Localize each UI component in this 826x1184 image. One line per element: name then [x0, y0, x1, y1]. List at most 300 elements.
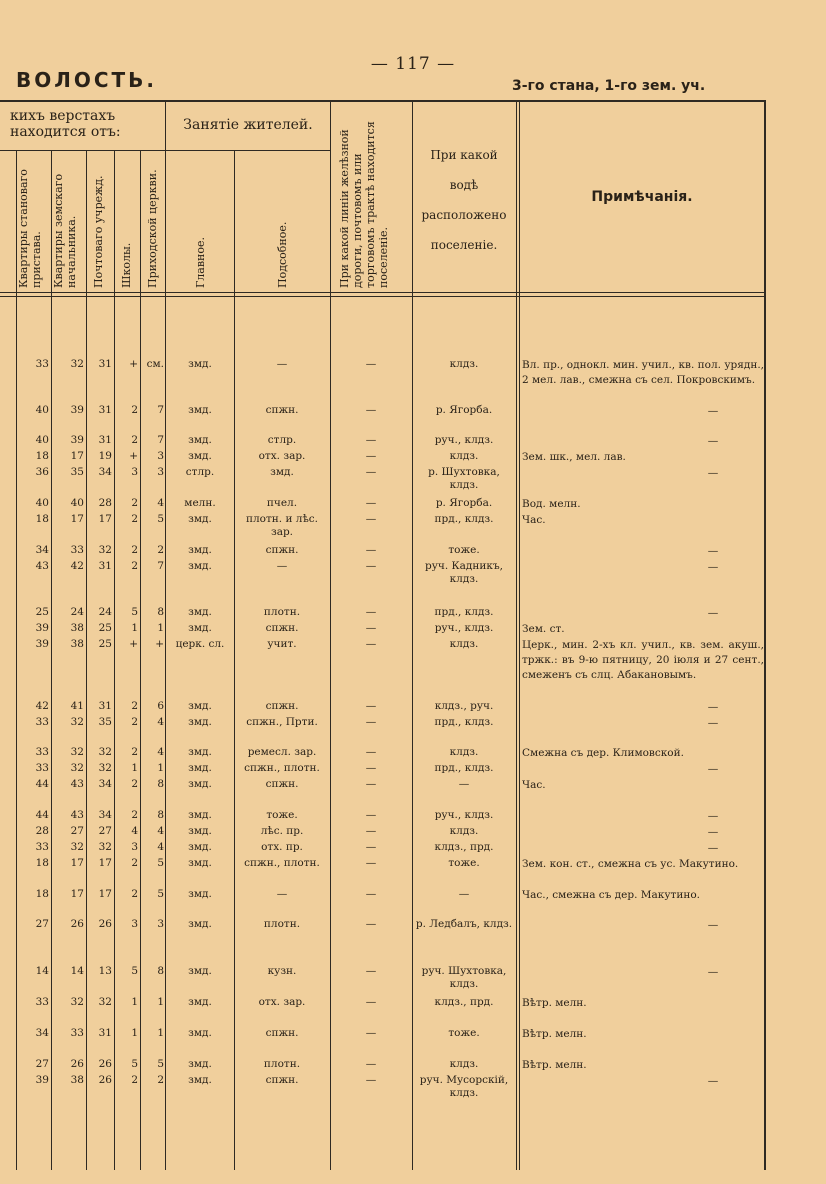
cell-main: змд.	[188, 513, 212, 525]
cell-c2: 32	[70, 996, 84, 1008]
cell-c1: 27	[35, 918, 49, 930]
cell-rail: —	[365, 622, 377, 634]
cell-main: змд.	[188, 358, 212, 370]
cell-c2: 33	[70, 1027, 84, 1039]
cell-note: Час.	[522, 779, 546, 791]
cell-c2: 24	[70, 606, 84, 618]
col-divider	[86, 150, 87, 1170]
cell-c5: 1	[157, 996, 164, 1008]
cell-aux: спжн., Прти.	[246, 716, 318, 728]
cell-c1: 39	[35, 1074, 49, 1086]
col-divider	[114, 150, 115, 1170]
cell-note: Зем. ст.	[522, 623, 565, 635]
cell-note: —	[707, 467, 719, 479]
cell-c5: 8	[157, 965, 164, 977]
cell-rail: —	[365, 497, 377, 509]
cell-rail: —	[365, 1058, 377, 1070]
cell-water: клдз.	[449, 825, 479, 837]
cell-aux: спжн., плотн.	[244, 762, 320, 774]
cell-c5: 5	[157, 857, 164, 869]
cell-main: змд.	[188, 778, 212, 790]
cell-rail: —	[365, 450, 377, 462]
cell-note: Зем. кон. ст., смежна съ ус. Макутино.	[522, 858, 739, 870]
cell-c1: 39	[35, 622, 49, 634]
notes-header: Примѣчанія.	[591, 189, 693, 205]
cell-c3: 32	[98, 841, 112, 853]
cell-rail: —	[365, 809, 377, 821]
cell-water: руч., клдз.	[434, 622, 494, 634]
cell-c2: 43	[70, 778, 84, 790]
right-border	[764, 100, 766, 1170]
cell-c2: 35	[70, 466, 84, 478]
cell-c2: 32	[70, 762, 84, 774]
cell-c4: 1	[131, 996, 138, 1008]
occupation-subheader-rule	[165, 150, 330, 151]
cell-aux: спжн.	[265, 544, 299, 556]
cell-c5: 3	[157, 918, 164, 930]
col-divider	[519, 100, 520, 1170]
cell-c4: 3	[131, 466, 138, 478]
cell-note: —	[707, 826, 719, 838]
cell-c3: 32	[98, 762, 112, 774]
cell-c3: 31	[98, 434, 112, 446]
cell-c2: 26	[70, 918, 84, 930]
cell-water: тоже.	[448, 544, 480, 556]
cell-aux: спжн.	[265, 778, 299, 790]
cell-main: змд.	[188, 965, 212, 977]
cell-water: тоже.	[448, 1027, 480, 1039]
cell-c3: 31	[98, 560, 112, 572]
cell-c2: 43	[70, 809, 84, 821]
cell-rail: —	[365, 888, 377, 900]
cell-c5: 5	[157, 888, 164, 900]
cell-note: —	[707, 763, 719, 775]
cell-c2: 14	[70, 965, 84, 977]
cell-c2: 39	[70, 434, 84, 446]
cell-aux: змд.	[270, 466, 294, 478]
cell-c3: 26	[98, 918, 112, 930]
cell-main: мелн.	[184, 497, 216, 509]
cell-rail: —	[365, 762, 377, 774]
cell-note: Смежна съ дер. Климовской.	[522, 747, 684, 759]
cell-aux: пчел.	[266, 497, 298, 509]
cell-c4: 2	[131, 746, 138, 758]
cell-c1: 39	[35, 638, 49, 650]
cell-c1: 33	[35, 716, 49, 728]
cell-aux: ремесл. зар.	[247, 746, 317, 758]
cell-c3: 13	[98, 965, 112, 977]
cell-rail: —	[365, 825, 377, 837]
cell-c1: 33	[35, 358, 49, 370]
cell-note: Вл. пр., однокл. мин. учил., кв. пол. урядн., 2 мел. лав., смежна съ сел. Покровскимъ.	[522, 359, 764, 386]
cell-c4: +	[129, 358, 138, 370]
cell-c4: 2	[131, 778, 138, 790]
cell-rail: —	[365, 965, 377, 977]
main-occupation-header: Главное.	[194, 237, 207, 288]
cell-note: Вод. мелн.	[522, 498, 581, 510]
cell-c4: +	[129, 638, 138, 650]
cell-c2: 38	[70, 638, 84, 650]
cell-rail: —	[365, 841, 377, 853]
cell-aux: плотн.	[263, 918, 301, 930]
cell-water: тоже.	[448, 857, 480, 869]
cell-rail: —	[365, 1074, 377, 1086]
cell-c4: 2	[131, 513, 138, 525]
cell-c1: 18	[35, 888, 49, 900]
cell-main: змд.	[188, 700, 212, 712]
cell-main: змд.	[188, 762, 212, 774]
cell-c5: 4	[157, 825, 164, 837]
cell-c5: 8	[157, 778, 164, 790]
cell-note: —	[707, 545, 719, 557]
cell-c2: 32	[70, 358, 84, 370]
cell-c3: 17	[98, 513, 112, 525]
cell-water: р. Шухтовка, клдз.	[428, 466, 500, 491]
cell-c2: 41	[70, 700, 84, 712]
col-divider	[234, 150, 235, 1170]
cell-water: прд., клдз.	[434, 762, 494, 774]
cell-c3: 28	[98, 497, 112, 509]
cell-note: —	[707, 842, 719, 854]
cell-c2: 17	[70, 857, 84, 869]
cell-c4: 2	[131, 888, 138, 900]
cell-note: Вѣтр. мелн.	[522, 1028, 587, 1040]
cell-c1: 44	[35, 778, 49, 790]
cell-c4: 2	[131, 404, 138, 416]
cell-note: Церк., мин. 2-хъ кл. учил., кв. зем. акуш., тржк.: въ 9-ю пятницу, 20 іюля и 27 сент., смеженъ съ слц. Абакановымъ.	[522, 639, 764, 681]
cell-water: руч. Кадникъ, клдз.	[425, 560, 503, 585]
cell-main: змд.	[188, 544, 212, 556]
cell-c4: 2	[131, 434, 138, 446]
cell-c5: 4	[157, 716, 164, 728]
cell-c1: 34	[35, 544, 49, 556]
cell-aux: отх. пр.	[261, 841, 303, 853]
cell-c3: 17	[98, 888, 112, 900]
cell-aux: спжн.	[265, 1074, 299, 1086]
cell-main: стлр.	[185, 466, 215, 478]
cell-aux: спжн.	[265, 404, 299, 416]
cell-aux: —	[276, 560, 288, 572]
cell-rail: —	[365, 700, 377, 712]
cell-note: —	[707, 919, 719, 931]
cell-note: —	[707, 405, 719, 417]
cell-main: змд.	[188, 622, 212, 634]
cell-c1: 33	[35, 746, 49, 758]
cell-c5: 2	[157, 1074, 164, 1086]
cell-rail: —	[365, 996, 377, 1008]
cell-c3: 26	[98, 1058, 112, 1070]
page-number: — 117 —	[370, 54, 456, 74]
cell-c5: 8	[157, 809, 164, 821]
cell-c5: 7	[157, 434, 164, 446]
cell-rail: —	[365, 404, 377, 416]
cell-c2: 17	[70, 888, 84, 900]
cell-c3: 31	[98, 358, 112, 370]
cell-c3: 34	[98, 778, 112, 790]
cell-aux: спжн.	[265, 622, 299, 634]
cell-aux: —	[276, 358, 288, 370]
cell-c3: 24	[98, 606, 112, 618]
cell-water: —	[458, 888, 470, 900]
cell-water: клдз.	[449, 1058, 479, 1070]
cell-rail: —	[365, 1027, 377, 1039]
cell-aux: спжн., плотн.	[244, 857, 320, 869]
cell-main: змд.	[188, 918, 212, 930]
col-divider	[412, 100, 413, 1170]
cell-c2: 38	[70, 622, 84, 634]
cell-c5: 4	[157, 841, 164, 853]
cell-aux: отх. зар.	[258, 996, 306, 1008]
cell-c2: 27	[70, 825, 84, 837]
cell-water: клдз., прд.	[434, 841, 494, 853]
cell-c5: +	[155, 638, 164, 650]
cell-rail: —	[365, 606, 377, 618]
cell-c2: 17	[70, 450, 84, 462]
cell-c4: 2	[131, 716, 138, 728]
cell-c3: 25	[98, 622, 112, 634]
cell-c5: 6	[157, 700, 164, 712]
cell-water: прд., клдз.	[434, 716, 494, 728]
cell-c3: 32	[98, 544, 112, 556]
cell-c1: 18	[35, 857, 49, 869]
cell-c3: 34	[98, 809, 112, 821]
cell-aux: отх. зар.	[258, 450, 306, 462]
cell-c4: 1	[131, 622, 138, 634]
cell-rail: —	[365, 544, 377, 556]
water-header: При какой водѣ расположено поселеніе.	[421, 148, 507, 252]
cell-note: —	[707, 810, 719, 822]
cell-c1: 18	[35, 450, 49, 462]
occupation-group-header: Занятіе жителей.	[183, 117, 313, 133]
cell-c5: 4	[157, 497, 164, 509]
cell-c2: 32	[70, 746, 84, 758]
cell-rail: —	[365, 358, 377, 370]
cell-c3: 25	[98, 638, 112, 650]
cell-c4: 2	[131, 857, 138, 869]
church-header: Приходской церкви.	[146, 169, 159, 288]
cell-c5: 3	[157, 450, 164, 462]
cell-water: руч., клдз.	[434, 809, 494, 821]
cell-c1: 25	[35, 606, 49, 618]
railway-header: При какой линіи желѣзной дороги, почтовомъ или торговомъ трактѣ находится поселеніе.	[338, 121, 390, 288]
cell-water: клдз.	[449, 450, 479, 462]
cell-c2: 17	[70, 513, 84, 525]
cell-c5: 5	[157, 513, 164, 525]
zemsky-header: Квартиры земскаго начальника.	[52, 173, 78, 288]
cell-note: Час., смежна съ дер. Макутино.	[522, 889, 700, 901]
section-title: ВОЛОСТЬ.	[16, 68, 158, 92]
cell-c4: 5	[131, 1058, 138, 1070]
cell-main: змд.	[188, 857, 212, 869]
cell-water: клдз.	[449, 638, 479, 650]
cell-c3: 32	[98, 996, 112, 1008]
cell-c4: 2	[131, 809, 138, 821]
cell-note: Час.	[522, 514, 546, 526]
cell-rail: —	[365, 560, 377, 572]
cell-c3: 17	[98, 857, 112, 869]
cell-c1: 40	[35, 434, 49, 446]
cell-water: —	[458, 778, 470, 790]
cell-c4: 1	[131, 762, 138, 774]
cell-water: р. Ягорба.	[435, 404, 493, 416]
cell-c1: 43	[35, 560, 49, 572]
cell-note: —	[707, 435, 719, 447]
col-divider	[165, 100, 166, 1170]
cell-c2: 26	[70, 1058, 84, 1070]
cell-rail: —	[365, 638, 377, 650]
cell-aux: кузн.	[267, 965, 297, 977]
cell-c3: 31	[98, 700, 112, 712]
cell-c3: 34	[98, 466, 112, 478]
cell-water: руч. Мусорскій, клдз.	[419, 1074, 509, 1099]
cell-c5: 8	[157, 606, 164, 618]
cell-c5: 3	[157, 466, 164, 478]
cell-c1: 27	[35, 1058, 49, 1070]
cell-c3: 31	[98, 404, 112, 416]
cell-note: —	[707, 561, 719, 573]
top-rule	[0, 100, 766, 102]
cell-c4: 1	[131, 1027, 138, 1039]
cell-main: змд.	[188, 888, 212, 900]
cell-c4: +	[129, 450, 138, 462]
cell-c1: 42	[35, 700, 49, 712]
cell-c2: 39	[70, 404, 84, 416]
cell-c3: 31	[98, 1027, 112, 1039]
cell-c1: 36	[35, 466, 49, 478]
cell-c2: 32	[70, 716, 84, 728]
cell-water: клдз., руч.	[434, 700, 494, 712]
col-divider	[330, 100, 331, 1170]
cell-c1: 33	[35, 841, 49, 853]
cell-note: Вѣтр. мелн.	[522, 1059, 587, 1071]
cell-main: змд.	[188, 809, 212, 821]
cell-water: прд., клдз.	[434, 513, 494, 525]
cell-c4: 3	[131, 841, 138, 853]
aux-occupation-header: Подсобное.	[276, 221, 289, 288]
cell-c1: 14	[35, 965, 49, 977]
cell-water: клдз.	[449, 358, 479, 370]
cell-c4: 3	[131, 918, 138, 930]
cell-c5: 7	[157, 404, 164, 416]
stanovoy-header: Квартиры становаго пристава.	[17, 169, 43, 288]
cell-c5: см.	[146, 358, 164, 370]
cell-note: Вѣтр. мелн.	[522, 997, 587, 1009]
cell-c4: 5	[131, 606, 138, 618]
cell-c4: 2	[131, 700, 138, 712]
cell-c5: 2	[157, 544, 164, 556]
cell-aux: лѣс. пр.	[260, 825, 304, 837]
cell-water: руч. Шухтовка, клдз.	[421, 965, 507, 990]
cell-water: клдз.	[449, 746, 479, 758]
school-header: Школы.	[120, 242, 133, 288]
col-divider	[51, 150, 52, 1170]
cell-c4: 5	[131, 965, 138, 977]
cell-c5: 4	[157, 746, 164, 758]
cell-main: змд.	[188, 606, 212, 618]
cell-c5: 1	[157, 622, 164, 634]
cell-main: змд.	[188, 746, 212, 758]
cell-c1: 33	[35, 996, 49, 1008]
cell-rail: —	[365, 746, 377, 758]
cell-rail: —	[365, 918, 377, 930]
col-divider	[140, 150, 141, 1170]
cell-water: р. Ягорба.	[435, 497, 493, 509]
cell-main: змд.	[188, 841, 212, 853]
cell-aux: спжн.	[265, 700, 299, 712]
cell-rail: —	[365, 466, 377, 478]
cell-c4: 2	[131, 1074, 138, 1086]
cell-water: прд., клдз.	[434, 606, 494, 618]
cell-c5: 1	[157, 762, 164, 774]
cell-rail: —	[365, 716, 377, 728]
cell-c3: 32	[98, 746, 112, 758]
cell-c5: 1	[157, 1027, 164, 1039]
cell-c4: 2	[131, 560, 138, 572]
cell-note: Зем. шк., мел. лав.	[522, 451, 626, 463]
cell-c4: 2	[131, 497, 138, 509]
cell-main: змд.	[188, 825, 212, 837]
cell-c1: 40	[35, 404, 49, 416]
cell-rail: —	[365, 434, 377, 446]
cell-main: змд.	[188, 450, 212, 462]
cell-water: клдз., прд.	[434, 996, 494, 1008]
cell-water: руч., клдз.	[434, 434, 494, 446]
cell-aux: —	[276, 888, 288, 900]
col-divider	[16, 150, 17, 1170]
cell-c1: 44	[35, 809, 49, 821]
cell-rail: —	[365, 513, 377, 525]
post-header: Почтоваго учрежд.	[92, 175, 105, 288]
cell-c2: 42	[70, 560, 84, 572]
cell-main: змд.	[188, 404, 212, 416]
cell-main: змд.	[188, 1074, 212, 1086]
cell-c1: 28	[35, 825, 49, 837]
cell-c1: 40	[35, 497, 49, 509]
cell-main: змд.	[188, 434, 212, 446]
cell-c3: 27	[98, 825, 112, 837]
cell-c3: 35	[98, 716, 112, 728]
cell-note: —	[707, 1075, 719, 1087]
cell-c4: 4	[131, 825, 138, 837]
cell-c2: 33	[70, 544, 84, 556]
cell-c3: 19	[98, 450, 112, 462]
cell-aux: стлр.	[267, 434, 297, 446]
cell-note: —	[707, 607, 719, 619]
cell-rail: —	[365, 778, 377, 790]
cell-c2: 32	[70, 841, 84, 853]
cell-c3: 26	[98, 1074, 112, 1086]
cell-aux: спжн.	[265, 1027, 299, 1039]
col-divider	[516, 100, 517, 1170]
cell-c1: 34	[35, 1027, 49, 1039]
cell-main: змд.	[188, 996, 212, 1008]
cell-aux: плотн.	[263, 606, 301, 618]
cell-c1: 33	[35, 762, 49, 774]
cell-note: —	[707, 717, 719, 729]
cell-main: змд.	[188, 560, 212, 572]
cell-c4: 2	[131, 544, 138, 556]
cell-c2: 38	[70, 1074, 84, 1086]
page-subtitle: 3-го стана, 1-го зем. уч.	[512, 78, 706, 94]
cell-main: змд.	[188, 716, 212, 728]
cell-note: —	[707, 701, 719, 713]
distance-group-header: кихъ верстахъ находится отъ:	[10, 108, 121, 140]
cell-aux: тоже.	[266, 809, 298, 821]
cell-c5: 7	[157, 560, 164, 572]
cell-water: р. Ледбалъ, клдз.	[415, 918, 513, 930]
cell-aux: плотн. и лѣс. зар.	[245, 513, 319, 538]
cell-c2: 40	[70, 497, 84, 509]
